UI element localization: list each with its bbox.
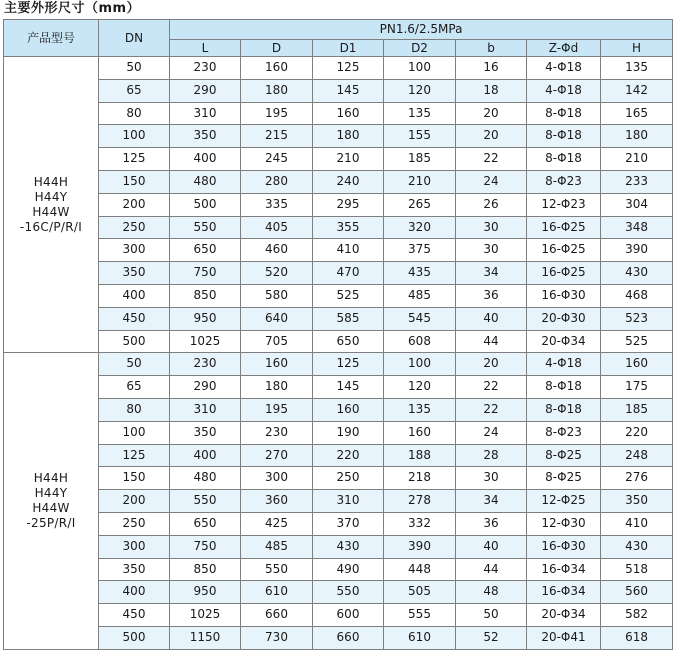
value-cell: 448 <box>384 558 456 581</box>
value-cell: 310 <box>313 490 384 513</box>
table-row <box>4 307 673 330</box>
value-cell: 525 <box>313 284 384 307</box>
value-cell: 350 <box>601 490 673 513</box>
value-cell: 850 <box>170 558 241 581</box>
dn-cell: 80 <box>99 398 170 421</box>
header-col-d2: D2 <box>384 40 456 57</box>
value-cell: 350 <box>170 125 241 148</box>
value-cell: 180 <box>601 125 673 148</box>
value-cell: 580 <box>241 284 313 307</box>
value-cell: 470 <box>313 262 384 285</box>
value-cell: 485 <box>384 284 456 307</box>
dn-cell: 250 <box>99 216 170 239</box>
value-cell: 230 <box>241 421 313 444</box>
table-row <box>4 376 673 399</box>
value-cell: 240 <box>313 170 384 193</box>
value-cell: 44 <box>456 558 527 581</box>
table-row <box>4 102 673 125</box>
value-cell: 480 <box>170 170 241 193</box>
value-cell: 220 <box>313 444 384 467</box>
value-cell: 8-Φ18 <box>527 376 601 399</box>
table-row <box>4 170 673 193</box>
value-cell: 22 <box>456 398 527 421</box>
table-row <box>4 444 673 467</box>
value-cell: 20-Φ34 <box>527 604 601 627</box>
table-body <box>4 57 673 650</box>
value-cell: 100 <box>384 353 456 376</box>
value-cell: 276 <box>601 467 673 490</box>
header-dn: DN <box>99 20 170 57</box>
table-row <box>4 193 673 216</box>
header-col-d1: D1 <box>313 40 384 57</box>
value-cell: 485 <box>241 535 313 558</box>
value-cell: 135 <box>384 102 456 125</box>
value-cell: 160 <box>313 102 384 125</box>
value-cell: 278 <box>384 490 456 513</box>
value-cell: 705 <box>241 330 313 353</box>
header-col-d: D <box>241 40 313 57</box>
dn-cell: 350 <box>99 262 170 285</box>
value-cell: 660 <box>241 604 313 627</box>
table-row <box>4 353 673 376</box>
value-cell: 22 <box>456 148 527 171</box>
dn-cell: 50 <box>99 57 170 80</box>
value-cell: 20-Φ41 <box>527 626 601 649</box>
value-cell: 233 <box>601 170 673 193</box>
value-cell: 555 <box>384 604 456 627</box>
value-cell: 1025 <box>170 604 241 627</box>
value-cell: 188 <box>384 444 456 467</box>
dn-cell: 400 <box>99 284 170 307</box>
value-cell: 8-Φ23 <box>527 170 601 193</box>
value-cell: 430 <box>601 262 673 285</box>
value-cell: 750 <box>170 535 241 558</box>
value-cell: 608 <box>384 330 456 353</box>
value-cell: 525 <box>601 330 673 353</box>
value-cell: 4-Φ18 <box>527 353 601 376</box>
value-cell: 640 <box>241 307 313 330</box>
value-cell: 610 <box>241 581 313 604</box>
value-cell: 375 <box>384 239 456 262</box>
value-cell: 20-Φ30 <box>527 307 601 330</box>
value-cell: 16-Φ34 <box>527 558 601 581</box>
value-cell: 335 <box>241 193 313 216</box>
dn-cell: 100 <box>99 125 170 148</box>
value-cell: 618 <box>601 626 673 649</box>
value-cell: 370 <box>313 512 384 535</box>
value-cell: 1150 <box>170 626 241 649</box>
table-row <box>4 125 673 148</box>
value-cell: 248 <box>601 444 673 467</box>
dn-cell: 400 <box>99 581 170 604</box>
value-cell: 8-Φ25 <box>527 444 601 467</box>
dn-cell: 300 <box>99 535 170 558</box>
value-cell: 52 <box>456 626 527 649</box>
value-cell: 430 <box>601 535 673 558</box>
value-cell: 280 <box>241 170 313 193</box>
value-cell: 12-Φ25 <box>527 490 601 513</box>
value-cell: 210 <box>313 148 384 171</box>
value-cell: 16 <box>456 57 527 80</box>
header-pressure-group: PN1.6/2.5MPa <box>170 20 673 40</box>
value-cell: 16-Φ25 <box>527 239 601 262</box>
value-cell: 550 <box>170 490 241 513</box>
table-row <box>4 330 673 353</box>
value-cell: 125 <box>313 353 384 376</box>
model-cell: H44H H44Y H44W -16C/P/R/I <box>4 57 99 353</box>
value-cell: 220 <box>601 421 673 444</box>
value-cell: 560 <box>601 581 673 604</box>
dn-cell: 350 <box>99 558 170 581</box>
table-row <box>4 79 673 102</box>
value-cell: 550 <box>170 216 241 239</box>
header-col-h: H <box>601 40 673 57</box>
dn-cell: 500 <box>99 626 170 649</box>
value-cell: 650 <box>170 239 241 262</box>
value-cell: 8-Φ23 <box>527 421 601 444</box>
dn-cell: 80 <box>99 102 170 125</box>
dn-cell: 450 <box>99 307 170 330</box>
value-cell: 30 <box>456 216 527 239</box>
value-cell: 310 <box>170 102 241 125</box>
value-cell: 332 <box>384 512 456 535</box>
value-cell: 135 <box>384 398 456 421</box>
value-cell: 480 <box>170 467 241 490</box>
value-cell: 218 <box>384 467 456 490</box>
value-cell: 360 <box>241 490 313 513</box>
value-cell: 290 <box>170 376 241 399</box>
dn-cell: 200 <box>99 490 170 513</box>
value-cell: 185 <box>601 398 673 421</box>
header-model: 产品型号 <box>4 20 99 57</box>
dn-cell: 250 <box>99 512 170 535</box>
value-cell: 185 <box>384 148 456 171</box>
value-cell: 610 <box>384 626 456 649</box>
table-row <box>4 398 673 421</box>
value-cell: 125 <box>313 57 384 80</box>
value-cell: 500 <box>170 193 241 216</box>
table-row <box>4 558 673 581</box>
value-cell: 22 <box>456 376 527 399</box>
value-cell: 28 <box>456 444 527 467</box>
value-cell: 24 <box>456 421 527 444</box>
value-cell: 16-Φ30 <box>527 284 601 307</box>
dn-cell: 125 <box>99 444 170 467</box>
dn-cell: 300 <box>99 239 170 262</box>
value-cell: 348 <box>601 216 673 239</box>
value-cell: 410 <box>601 512 673 535</box>
value-cell: 30 <box>456 467 527 490</box>
value-cell: 355 <box>313 216 384 239</box>
value-cell: 4-Φ18 <box>527 79 601 102</box>
value-cell: 8-Φ25 <box>527 467 601 490</box>
table-row <box>4 284 673 307</box>
value-cell: 160 <box>313 398 384 421</box>
value-cell: 435 <box>384 262 456 285</box>
value-cell: 195 <box>241 398 313 421</box>
table-row <box>4 490 673 513</box>
value-cell: 120 <box>384 79 456 102</box>
table-row <box>4 262 673 285</box>
value-cell: 16-Φ25 <box>527 216 601 239</box>
page-title: 主要外形尺寸（mm） <box>4 1 141 16</box>
value-cell: 145 <box>313 376 384 399</box>
value-cell: 250 <box>313 467 384 490</box>
value-cell: 550 <box>313 581 384 604</box>
value-cell: 1025 <box>170 330 241 353</box>
value-cell: 34 <box>456 490 527 513</box>
value-cell: 48 <box>456 581 527 604</box>
dn-cell: 100 <box>99 421 170 444</box>
value-cell: 24 <box>456 170 527 193</box>
value-cell: 290 <box>170 79 241 102</box>
value-cell: 405 <box>241 216 313 239</box>
value-cell: 650 <box>170 512 241 535</box>
value-cell: 505 <box>384 581 456 604</box>
value-cell: 40 <box>456 535 527 558</box>
value-cell: 20 <box>456 353 527 376</box>
value-cell: 160 <box>241 57 313 80</box>
value-cell: 350 <box>170 421 241 444</box>
value-cell: 550 <box>241 558 313 581</box>
value-cell: 518 <box>601 558 673 581</box>
value-cell: 245 <box>241 148 313 171</box>
value-cell: 460 <box>241 239 313 262</box>
value-cell: 8-Φ18 <box>527 125 601 148</box>
value-cell: 400 <box>170 148 241 171</box>
value-cell: 850 <box>170 284 241 307</box>
table-row <box>4 535 673 558</box>
value-cell: 410 <box>313 239 384 262</box>
value-cell: 270 <box>241 444 313 467</box>
value-cell: 950 <box>170 581 241 604</box>
value-cell: 160 <box>241 353 313 376</box>
value-cell: 4-Φ18 <box>527 57 601 80</box>
table-row <box>4 148 673 171</box>
value-cell: 165 <box>601 102 673 125</box>
dn-cell: 65 <box>99 376 170 399</box>
value-cell: 650 <box>313 330 384 353</box>
dn-cell: 150 <box>99 170 170 193</box>
dn-cell: 450 <box>99 604 170 627</box>
value-cell: 180 <box>313 125 384 148</box>
value-cell: 750 <box>170 262 241 285</box>
value-cell: 210 <box>601 148 673 171</box>
value-cell: 16-Φ34 <box>527 581 601 604</box>
dn-cell: 200 <box>99 193 170 216</box>
value-cell: 230 <box>170 353 241 376</box>
value-cell: 660 <box>313 626 384 649</box>
value-cell: 230 <box>170 57 241 80</box>
value-cell: 215 <box>241 125 313 148</box>
table-row <box>4 512 673 535</box>
value-cell: 180 <box>241 79 313 102</box>
header-col-z-phid: Z-Φd <box>527 40 601 57</box>
dimensions-table <box>3 19 673 650</box>
value-cell: 142 <box>601 79 673 102</box>
value-cell: 16-Φ25 <box>527 262 601 285</box>
value-cell: 34 <box>456 262 527 285</box>
value-cell: 36 <box>456 512 527 535</box>
value-cell: 950 <box>170 307 241 330</box>
table-row <box>4 467 673 490</box>
value-cell: 155 <box>384 125 456 148</box>
model-cell: H44H H44Y H44W -25P/R/I <box>4 353 99 649</box>
table-row <box>4 216 673 239</box>
dn-cell: 500 <box>99 330 170 353</box>
value-cell: 160 <box>601 353 673 376</box>
dn-cell: 125 <box>99 148 170 171</box>
table-row <box>4 421 673 444</box>
table-row <box>4 239 673 262</box>
value-cell: 160 <box>384 421 456 444</box>
value-cell: 40 <box>456 307 527 330</box>
value-cell: 730 <box>241 626 313 649</box>
value-cell: 295 <box>313 193 384 216</box>
value-cell: 8-Φ18 <box>527 398 601 421</box>
value-cell: 175 <box>601 376 673 399</box>
value-cell: 100 <box>384 57 456 80</box>
value-cell: 490 <box>313 558 384 581</box>
value-cell: 304 <box>601 193 673 216</box>
table-header <box>4 20 673 57</box>
value-cell: 320 <box>384 216 456 239</box>
value-cell: 585 <box>313 307 384 330</box>
value-cell: 210 <box>384 170 456 193</box>
value-cell: 36 <box>456 284 527 307</box>
table-row <box>4 57 673 80</box>
header-col-b: b <box>456 40 527 57</box>
value-cell: 12-Φ23 <box>527 193 601 216</box>
value-cell: 265 <box>384 193 456 216</box>
value-cell: 18 <box>456 79 527 102</box>
dn-cell: 50 <box>99 353 170 376</box>
value-cell: 195 <box>241 102 313 125</box>
value-cell: 300 <box>241 467 313 490</box>
value-cell: 400 <box>170 444 241 467</box>
table-row <box>4 604 673 627</box>
value-cell: 545 <box>384 307 456 330</box>
value-cell: 390 <box>601 239 673 262</box>
value-cell: 120 <box>384 376 456 399</box>
value-cell: 20-Φ34 <box>527 330 601 353</box>
value-cell: 190 <box>313 421 384 444</box>
value-cell: 520 <box>241 262 313 285</box>
value-cell: 468 <box>601 284 673 307</box>
value-cell: 44 <box>456 330 527 353</box>
value-cell: 430 <box>313 535 384 558</box>
table-row <box>4 626 673 649</box>
value-cell: 8-Φ18 <box>527 102 601 125</box>
value-cell: 582 <box>601 604 673 627</box>
value-cell: 390 <box>384 535 456 558</box>
dn-cell: 65 <box>99 79 170 102</box>
value-cell: 600 <box>313 604 384 627</box>
value-cell: 8-Φ18 <box>527 148 601 171</box>
value-cell: 50 <box>456 604 527 627</box>
value-cell: 180 <box>241 376 313 399</box>
header-col-l: L <box>170 40 241 57</box>
value-cell: 523 <box>601 307 673 330</box>
value-cell: 30 <box>456 239 527 262</box>
value-cell: 135 <box>601 57 673 80</box>
value-cell: 16-Φ30 <box>527 535 601 558</box>
dn-cell: 150 <box>99 467 170 490</box>
value-cell: 26 <box>456 193 527 216</box>
value-cell: 12-Φ30 <box>527 512 601 535</box>
value-cell: 20 <box>456 125 527 148</box>
value-cell: 145 <box>313 79 384 102</box>
table-row <box>4 581 673 604</box>
value-cell: 20 <box>456 102 527 125</box>
value-cell: 310 <box>170 398 241 421</box>
value-cell: 425 <box>241 512 313 535</box>
